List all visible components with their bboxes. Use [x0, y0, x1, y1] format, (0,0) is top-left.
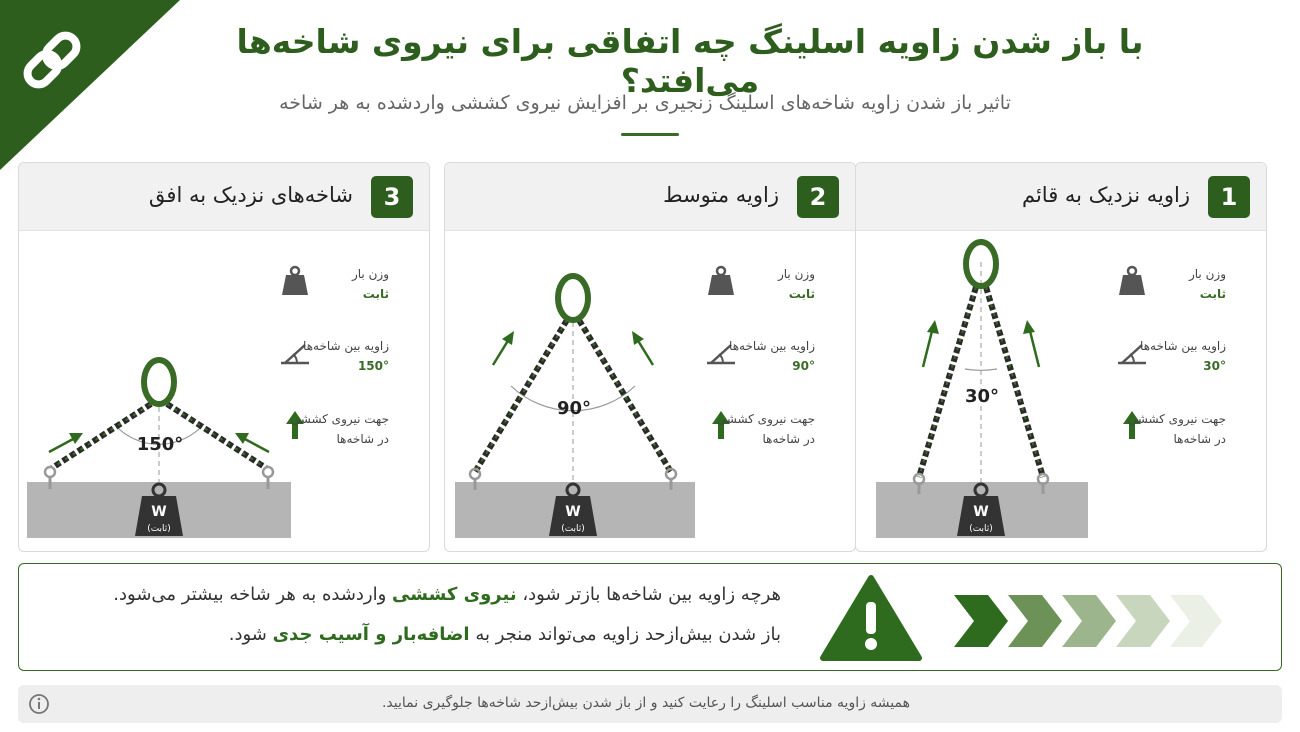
info-angle [1120, 335, 1252, 385]
warning-line-2 [229, 624, 781, 645]
panel-3 [18, 162, 430, 552]
panel-title: زاویه متوسط [663, 183, 779, 207]
info-value: 30° [1203, 359, 1226, 373]
angle-value-label: 30° [964, 386, 1000, 407]
info-label: زاویه بین شاخه‌ها [1140, 339, 1226, 353]
info-value: 150° [357, 359, 389, 373]
weight-letter: W [151, 504, 167, 520]
info-force [1120, 407, 1252, 457]
info-load [283, 263, 415, 313]
step-badge: 1 [1208, 176, 1250, 218]
info-force [283, 407, 415, 457]
weight-icon [277, 263, 313, 299]
info-value: ثابت [788, 287, 815, 301]
warning-text: واردشده به هر شاخه بیشتر می‌شود. [113, 584, 393, 605]
info-label: جهت نیروی کششی در شاخه‌ها [716, 412, 815, 446]
panel-title: زاویه نزدیک به قائم [1021, 183, 1190, 207]
angle-arc [965, 369, 997, 370]
panel-header [19, 163, 429, 231]
chain-right [579, 320, 671, 472]
angle-value-label: 150° [136, 434, 184, 455]
warning-line-1 [113, 584, 781, 605]
weight-note: (ثابت) [969, 524, 993, 534]
angle-value-label: 90° [556, 398, 592, 419]
note-text: همیشه زاویه مناسب اسلینگ را رعایت کنید و از باز شدن بیش‌ازحد شاخه‌ها جلوگیری نمایید. [381, 695, 910, 711]
warning-text: شود. [228, 624, 273, 645]
info-value: ثابت [1199, 287, 1226, 301]
force-arrow-right [1029, 327, 1039, 367]
warning-highlight: اضافه‌بار و آسیب جدی [272, 624, 470, 645]
force-arrow-left [49, 438, 75, 452]
panel-1 [855, 162, 1267, 552]
force-arrow-left [493, 339, 509, 365]
chain-left-links [475, 320, 567, 472]
info-value: ثابت [362, 287, 389, 301]
weight-letter: W [973, 504, 989, 520]
page-subtitle: تاثیر باز شدن زاویه شاخه‌های اسلینگ زنجیری بر افزایش نیروی کششی واردشده به هر شاخه [279, 92, 1011, 114]
info-label: وزن بار [1188, 267, 1226, 281]
chain-left-links [919, 287, 976, 477]
weight-letter: W [565, 504, 581, 520]
weight-note: (ثابت) [147, 524, 171, 534]
info-load [1120, 263, 1252, 313]
info-angle [283, 335, 415, 385]
title-underline [621, 133, 679, 136]
weight-icon [1114, 263, 1150, 299]
info-label: زاویه بین شاخه‌ها [303, 339, 389, 353]
master-link [144, 360, 174, 404]
chain-right-links [986, 287, 1043, 477]
info-label: جهت نیروی کششی در شاخه‌ها [290, 412, 389, 446]
bottom-note [18, 685, 1282, 723]
info-label: وزن بار [777, 267, 815, 281]
warning-box [18, 563, 1282, 671]
corner-badge [0, 0, 180, 170]
panel-title: شاخه‌های نزدیک به افق [148, 183, 353, 207]
info-load [709, 263, 841, 313]
chain-right-links [579, 320, 671, 472]
warning-triangle-icon [819, 574, 923, 662]
force-arrow-left [923, 327, 933, 367]
warning-text: هرچه زاویه بین شاخه‌ها بازتر شود، [516, 584, 781, 605]
info-angle [709, 335, 841, 385]
weight-note: (ثابت) [561, 524, 585, 534]
hook-right [263, 467, 273, 477]
panel-header [445, 163, 855, 231]
page-title: با باز شدن زاویه اسلینگ چه اتفاقی برای نیروی شاخه‌ها می‌افتد؟ [236, 22, 1144, 100]
warning-highlight: نیروی کششی [392, 584, 517, 605]
force-arrow-right [637, 339, 653, 365]
info-force [709, 407, 841, 457]
step-badge: 3 [371, 176, 413, 218]
master-link [558, 276, 588, 320]
info-circle-icon [28, 693, 50, 715]
panel-2 [444, 162, 856, 552]
force-arrow-right [243, 438, 269, 452]
info-value: 90° [792, 359, 815, 373]
info-label: زاویه بین شاخه‌ها [729, 339, 815, 353]
hook-left [45, 467, 55, 477]
step-badge: 2 [797, 176, 839, 218]
panel-header [856, 163, 1266, 231]
chain-left [475, 320, 567, 472]
chevron-arrows-icon [954, 595, 1224, 647]
weight-icon [703, 263, 739, 299]
warning-text: باز شدن بیش‌ازحد زاویه می‌تواند منجر به [469, 624, 781, 645]
info-label: جهت نیروی کششی در شاخه‌ها [1127, 412, 1226, 446]
info-label: وزن بار [351, 267, 389, 281]
